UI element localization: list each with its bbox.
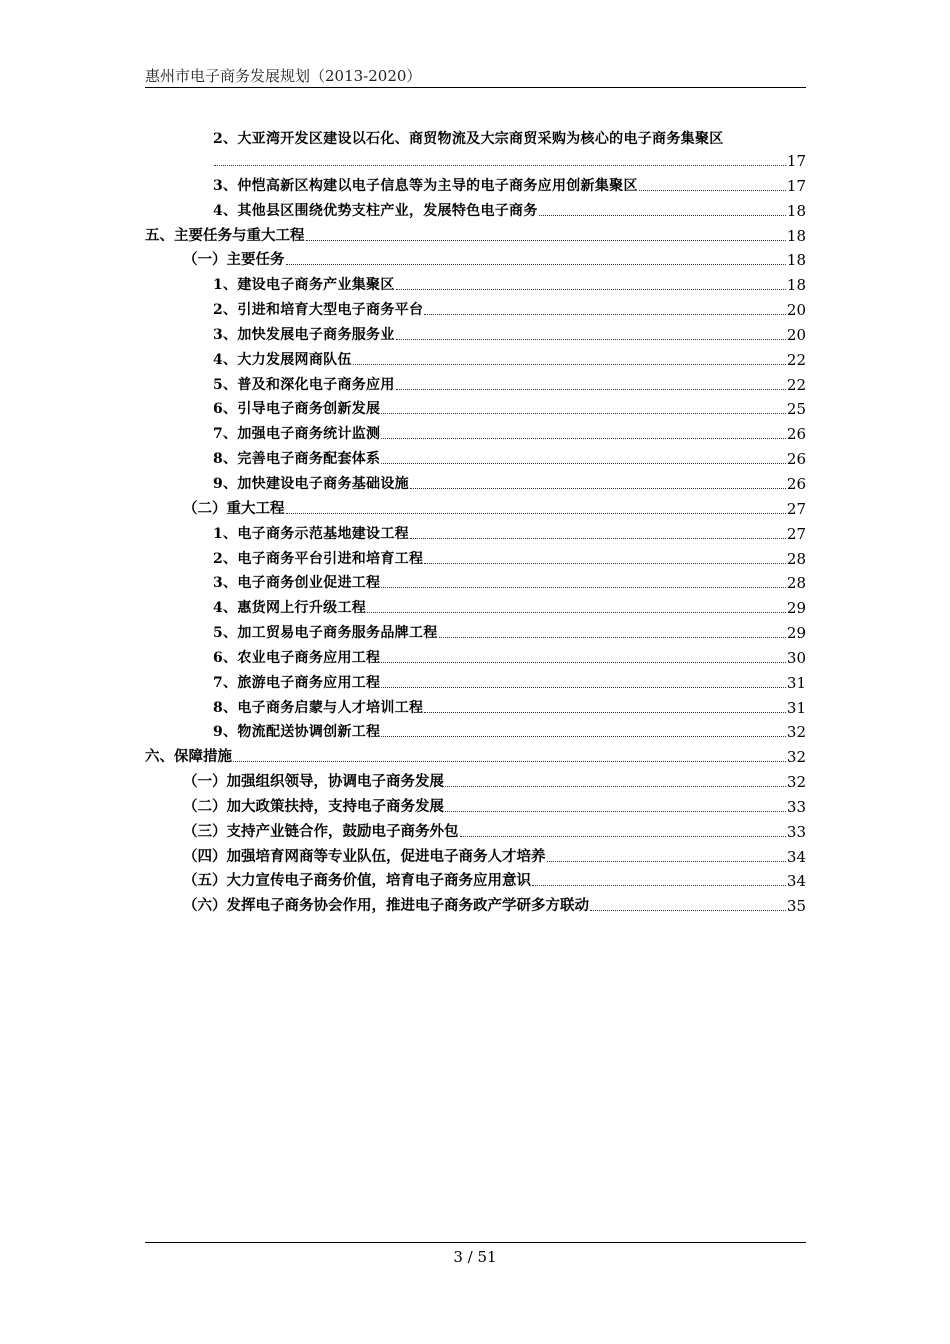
toc-entry[interactable] bbox=[145, 592, 806, 617]
toc-entry-title: 2、大亚湾开发区建设以石化、商贸物流及大宗商贸采购为核心的电子商务集聚区 bbox=[213, 131, 724, 147]
toc-entry-page: 34 bbox=[786, 872, 806, 891]
toc-dot-leader bbox=[381, 459, 786, 464]
toc-entry-page: 22 bbox=[786, 350, 806, 369]
toc-entry-page: 28 bbox=[786, 574, 806, 593]
toc-entry-title: 4、其他县区围绕优势支柱产业，发展特色电子商务 bbox=[213, 202, 538, 219]
toc-entry[interactable] bbox=[145, 841, 806, 866]
toc-entry[interactable] bbox=[145, 195, 806, 220]
toc-dot-leader bbox=[396, 385, 786, 390]
toc-entry-page: 33 bbox=[786, 797, 806, 816]
toc-entry-title: 6、引导电子商务创新发展 bbox=[213, 401, 381, 418]
toc-entry-page: 22 bbox=[786, 375, 806, 394]
toc-entry-page: 17 bbox=[786, 176, 806, 195]
toc-dot-leader bbox=[214, 161, 786, 166]
toc-entry[interactable] bbox=[145, 294, 806, 319]
toc-entry[interactable] bbox=[145, 543, 806, 568]
table-of-contents bbox=[145, 125, 806, 915]
running-header: 惠州市电子商务发展规划（2013-2020） bbox=[145, 67, 422, 85]
toc-entry-title: 8、完善电子商务配套体系 bbox=[213, 451, 381, 468]
toc-dot-leader bbox=[539, 211, 786, 216]
toc-dot-leader bbox=[445, 782, 786, 787]
toc-entry-title: 3、加快发展电子商务服务业 bbox=[213, 326, 395, 343]
toc-entry-page: 18 bbox=[786, 201, 806, 220]
toc-entry[interactable] bbox=[145, 717, 806, 742]
toc-entry[interactable] bbox=[145, 816, 806, 841]
toc-dot-leader bbox=[381, 434, 786, 439]
toc-entry-title: 六、保障措施 bbox=[145, 748, 232, 766]
toc-dot-leader bbox=[410, 534, 786, 539]
toc-entry-page: 35 bbox=[786, 897, 806, 916]
toc-entry-page: 26 bbox=[786, 474, 806, 493]
toc-entry[interactable] bbox=[145, 468, 806, 493]
toc-entry-title: 7、加强电子商务统计监测 bbox=[213, 426, 381, 443]
toc-dot-leader bbox=[639, 186, 786, 191]
toc-entry-title: （一）加强组织领导，协调电子商务发展 bbox=[183, 773, 444, 791]
toc-entry[interactable] bbox=[145, 791, 806, 816]
toc-entry-title: 五、主要任务与重大工程 bbox=[145, 226, 305, 244]
toc-entry-page: 25 bbox=[786, 400, 806, 419]
toc-entry[interactable] bbox=[145, 766, 806, 791]
footer-rule bbox=[145, 1242, 806, 1243]
toc-entry[interactable] bbox=[145, 170, 806, 195]
toc-entry-page: 32 bbox=[786, 773, 806, 792]
toc-dot-leader bbox=[381, 658, 786, 663]
toc-entry-page: 20 bbox=[786, 325, 806, 344]
toc-dot-leader bbox=[396, 285, 786, 290]
toc-dot-leader bbox=[590, 906, 786, 911]
toc-entry-page: 33 bbox=[786, 822, 806, 841]
toc-entry[interactable] bbox=[145, 125, 806, 170]
toc-dot-leader bbox=[381, 683, 786, 688]
toc-entry[interactable] bbox=[145, 568, 806, 593]
toc-entry-title: （五）大力宣传电子商务价值，培育电子商务应用意识 bbox=[183, 872, 531, 890]
toc-dot-leader bbox=[367, 608, 786, 613]
toc-entry-title: 9、加快建设电子商务基础设施 bbox=[213, 475, 409, 492]
toc-entry[interactable] bbox=[145, 369, 806, 394]
toc-dot-leader bbox=[532, 881, 786, 886]
toc-entry[interactable] bbox=[145, 443, 806, 468]
toc-dot-leader bbox=[306, 236, 786, 241]
toc-entry-page: 17 bbox=[786, 152, 806, 170]
toc-entry-page: 32 bbox=[786, 748, 806, 767]
toc-dot-leader bbox=[547, 857, 786, 862]
toc-dot-leader bbox=[233, 757, 786, 762]
toc-dot-leader bbox=[424, 559, 786, 564]
toc-entry[interactable] bbox=[145, 245, 806, 270]
toc-dot-leader bbox=[286, 260, 786, 265]
toc-entry[interactable] bbox=[145, 344, 806, 369]
toc-entry-page: 27 bbox=[786, 524, 806, 543]
toc-dot-leader bbox=[286, 509, 786, 514]
toc-entry[interactable] bbox=[145, 493, 806, 518]
toc-dot-leader bbox=[410, 484, 786, 489]
toc-entry-title: 6、农业电子商务应用工程 bbox=[213, 649, 381, 666]
toc-entry-title: 2、电子商务平台引进和培育工程 bbox=[213, 550, 424, 567]
toc-entry-page: 20 bbox=[786, 301, 806, 320]
toc-entry-page: 26 bbox=[786, 450, 806, 469]
toc-entry-title: （六）发挥电子商务协会作用，推进电子商务政产学研多方联动 bbox=[183, 897, 589, 915]
toc-dot-leader bbox=[353, 360, 786, 365]
page-number: 3 / 51 bbox=[453, 1248, 497, 1266]
toc-entry[interactable] bbox=[145, 866, 806, 891]
toc-entry-page: 18 bbox=[786, 251, 806, 270]
toc-entry[interactable] bbox=[145, 518, 806, 543]
toc-entry-title: 4、惠货网上行升级工程 bbox=[213, 600, 367, 617]
toc-entry-page: 31 bbox=[786, 673, 806, 692]
toc-entry-page: 34 bbox=[786, 847, 806, 866]
toc-entry-title: 3、仲恺高新区构建以电子信息等为主导的电子商务应用创新集聚区 bbox=[213, 177, 638, 194]
toc-entry-page: 30 bbox=[786, 648, 806, 667]
toc-dot-leader bbox=[424, 708, 786, 713]
toc-entry[interactable] bbox=[145, 269, 806, 294]
toc-entry-page: 32 bbox=[786, 723, 806, 742]
toc-entry[interactable] bbox=[145, 418, 806, 443]
toc-dot-leader bbox=[424, 310, 786, 315]
header-rule bbox=[145, 87, 806, 88]
toc-entry-title: （四）加强培育网商等专业队伍，促进电子商务人才培养 bbox=[183, 847, 546, 865]
toc-entry[interactable] bbox=[145, 394, 806, 419]
toc-entry[interactable] bbox=[145, 319, 806, 344]
toc-entry[interactable] bbox=[145, 667, 806, 692]
toc-entry-title: （一）主要任务 bbox=[183, 251, 285, 269]
toc-entry-page: 27 bbox=[786, 499, 806, 518]
toc-dot-leader bbox=[396, 335, 786, 340]
toc-entry-title: 8、电子商务启蒙与人才培训工程 bbox=[213, 699, 424, 716]
toc-dot-leader bbox=[381, 583, 786, 588]
toc-dot-leader bbox=[445, 807, 786, 812]
toc-entry[interactable] bbox=[145, 642, 806, 667]
toc-entry-title: 1、建设电子商务产业集聚区 bbox=[213, 277, 395, 294]
toc-dot-leader bbox=[439, 633, 786, 638]
toc-entry[interactable] bbox=[145, 741, 806, 766]
toc-dot-leader bbox=[381, 732, 786, 737]
toc-entry-title: （三）支持产业链合作，鼓励电子商务外包 bbox=[183, 822, 459, 840]
toc-entry-title: 4、大力发展网商队伍 bbox=[213, 351, 352, 368]
toc-entry-title: 2、引进和培育大型电子商务平台 bbox=[213, 302, 424, 319]
toc-entry-page: 29 bbox=[786, 599, 806, 618]
toc-entry-page: 18 bbox=[786, 276, 806, 295]
toc-entry-page: 26 bbox=[786, 425, 806, 444]
toc-entry-title: 9、物流配送协调创新工程 bbox=[213, 724, 381, 741]
toc-entry-page: 28 bbox=[786, 549, 806, 568]
toc-entry-title: 7、旅游电子商务应用工程 bbox=[213, 674, 381, 691]
toc-dot-leader bbox=[460, 832, 786, 837]
toc-entry-title: （二）加大政策扶持，支持电子商务发展 bbox=[183, 797, 444, 815]
toc-entry-title: 5、普及和深化电子商务应用 bbox=[213, 376, 395, 393]
toc-entry-page: 29 bbox=[786, 624, 806, 643]
toc-entry-title: 3、电子商务创业促进工程 bbox=[213, 575, 381, 592]
toc-entry[interactable] bbox=[145, 692, 806, 717]
toc-entry-page: 18 bbox=[786, 226, 806, 245]
toc-entry[interactable] bbox=[145, 890, 806, 915]
toc-entry[interactable] bbox=[145, 617, 806, 642]
toc-dot-leader bbox=[381, 409, 786, 414]
toc-entry-title: 1、电子商务示范基地建设工程 bbox=[213, 525, 409, 542]
toc-entry-title: （二）重大工程 bbox=[183, 499, 285, 517]
toc-entry-title: 5、加工贸易电子商务服务品牌工程 bbox=[213, 625, 438, 642]
toc-entry-page: 31 bbox=[786, 698, 806, 717]
toc-entry[interactable] bbox=[145, 220, 806, 245]
